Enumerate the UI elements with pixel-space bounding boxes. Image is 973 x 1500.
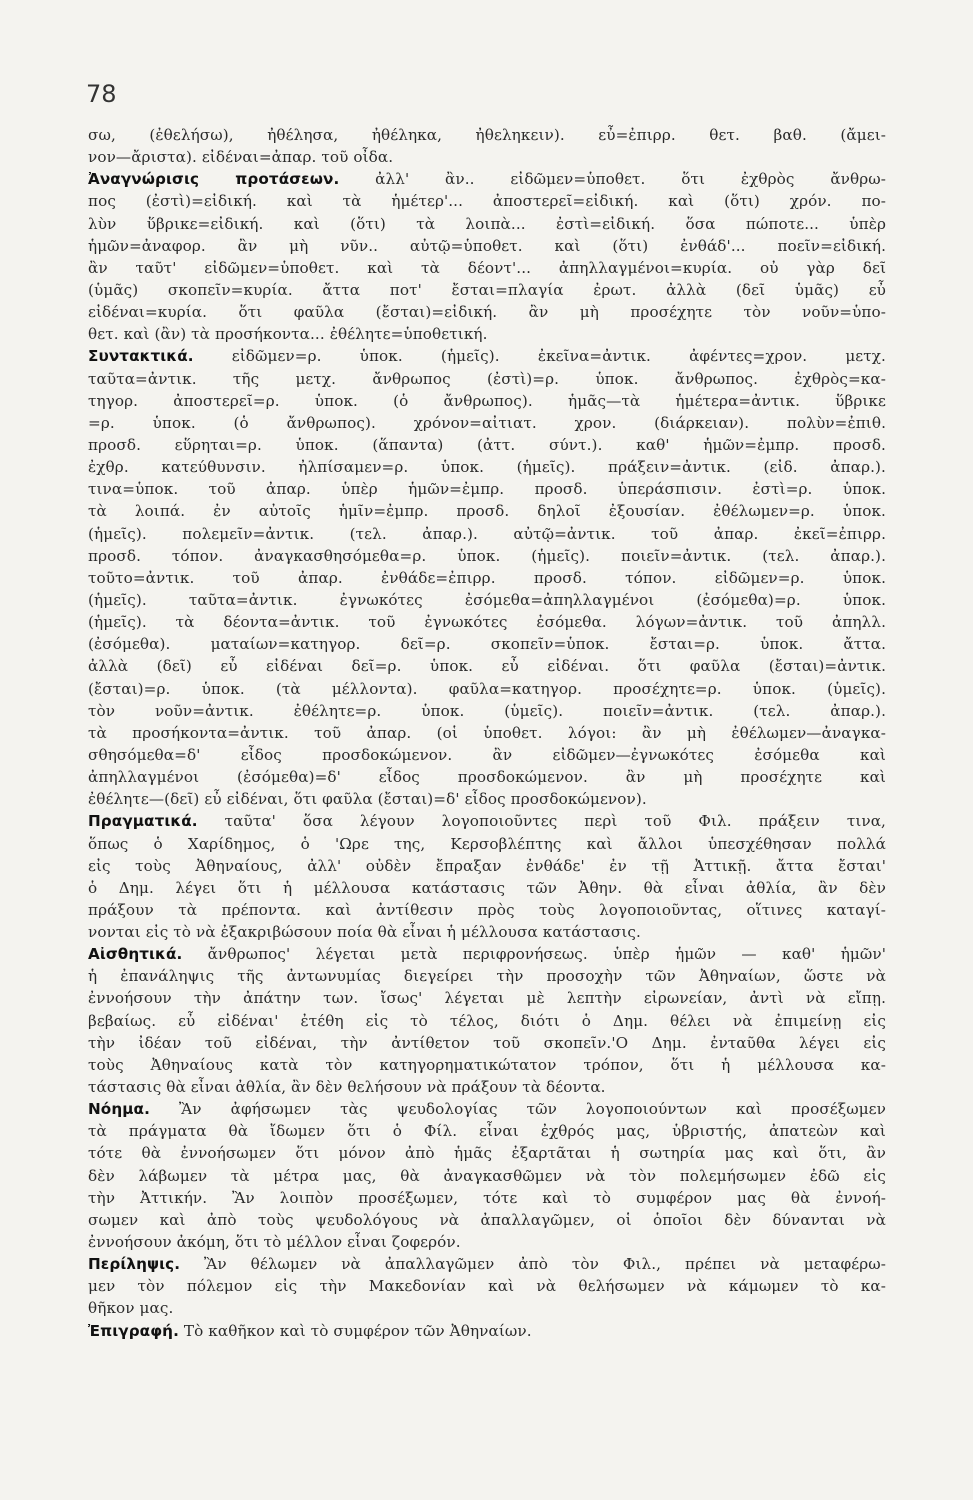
line-text: σωμεν καὶ ἀπὸ τοὺς ψευδολόγους νὰ ἀπαλλαγῶμεν, οἱ ὁποῖοι δὲν δύνανται νὰ: [88, 1210, 886, 1229]
line-text: ἐχθρ. κατεύθυνσιν. ἠλπίσαμεν=ρ. ὑποκ. (ἡμεῖς). πράξειν=ἀντικ. (εἰδ. ἀπαρ.).: [88, 458, 886, 477]
page-text: [88, 124, 886, 1342]
text-line: [88, 1098, 886, 1120]
line-text: ἀλλὰ (δεῖ) εὖ εἰδέναι δεῖ=ρ. ὑποκ. εὖ εἰδέναι. ὅτι φαῦλα (ἔσται)=ἀντικ.: [88, 657, 886, 676]
line-text: ἀπηλλαγμένοι (ἐσόμεθα)=δ' εἶδος προσδοκώμενον. ἂν μὴ προσέχητε καὶ: [88, 768, 886, 787]
text-line: [88, 810, 886, 832]
line-text: τὰ προσήκοντα=ἀντικ. τοῦ ἀπαρ. (οἱ ὑποθετ. λόγοι: ἂν μὴ ἐθέλωμεν—ἀναγκα-: [88, 723, 886, 742]
text-line: [88, 478, 886, 500]
line-text: (ἡμεῖς). πολεμεῖν=ἀντικ. (τελ. ἀπαρ.). αὐτῷ=ἀντικ. τοῦ ἀπαρ. ἐκεῖ=ἐπιρρ.: [88, 524, 886, 543]
text-line: [88, 589, 886, 611]
text-line: [88, 833, 886, 855]
line-text: πράξουν τὰ πρέποντα. καὶ ἀντίθεσιν πρὸς τοὺς λογοποιοῦντας, οἵτινες καταγί-: [88, 900, 886, 919]
text-line: [88, 1165, 886, 1187]
line-text: εἰδῶμεν=ρ. ὑποκ. (ἡμεῖς). ἐκεῖνα=ἀντικ. ἀφέντες=χρον. μετχ.: [193, 347, 886, 366]
line-text: ἡμῶν=ἀναφορ. ἂν μὴ νῦν.. αὐτῷ=ὑποθετ. καὶ (ὅτι) ἐνθάδ'... ποεῖν=εἰδική.: [88, 236, 886, 255]
line-text: Ἂν θέλωμεν νὰ ἀπαλλαγῶμεν ἀπὸ τὸν Φιλ., πρέπει νὰ μεταφέρω-: [180, 1255, 886, 1274]
text-line: [88, 1275, 886, 1297]
section-heading: Αἰσθητικά.: [88, 945, 183, 964]
line-text: ἐννοήσουν τὴν ἀπάτην των. ἴσως' λέγεται μὲ λεπτὴν εἰρωνείαν, ἀντὶ νὰ εἴπῃ.: [88, 989, 886, 1008]
line-text: τότε θὰ ἐννοήσωμεν ὅτι μόνον ἀπὸ ἡμᾶς ἐξαρτᾶται ἡ σωτηρία μας καὶ ὅτι, ἂν: [88, 1144, 886, 1163]
line-text: προσδ. εὕρηται=ρ. ὑποκ. (ἅπαντα) (ἀττ. σύντ.). καθ' ἡμῶν=ἐμπρ. προσδ.: [88, 435, 886, 454]
text-line: [88, 190, 886, 212]
line-text: ἡ ἐπανάληψις τῆς ἀντωνυμίας διεγείρει τὴν προσοχὴν τῶν Ἀθηναίων, ὥστε νὰ: [88, 967, 886, 986]
line-text: τὴν Ἀττικήν. Ἂν λοιπὸν προσέξωμεν, τότε καὶ τὸ συμφέρον μας θὰ ἐννοή-: [88, 1188, 886, 1207]
text-line: [88, 655, 886, 677]
text-line: [88, 1076, 886, 1098]
text-line: [88, 301, 886, 323]
line-text: πος (ἐστὶ)=εἰδική. καὶ τὰ ἡμέτερ'... ἀποστερεῖ=εἰδική. καὶ (ὅτι) χρόν. πο-: [88, 192, 886, 211]
line-text: τάστασις θὰ εἶναι ἀθλία, ἂν δὲν θελήσουν νὰ πράξουν τὰ δέοντα.: [88, 1078, 606, 1097]
line-text: (ἡμεῖς). τὰ δέοντα=ἀντικ. τοῦ ἐγνωκότες ἐσόμεθα. λόγων=ἀντικ. τοῦ ἀπηλλ.: [88, 613, 886, 632]
text-line: [88, 1253, 886, 1275]
line-text: ἄνθρωπος' λέγεται μετὰ περιφρονήσεως. ὑπὲρ ἡμῶν — καθ' ἡμῶν': [182, 945, 886, 964]
paragraph-intro: [88, 124, 886, 168]
line-text: Ἂν ἀφήσωμεν τὰς ψευδολογίας τῶν λογοποιούντων καὶ προσέξωμεν: [149, 1100, 886, 1119]
text-line: [88, 168, 886, 190]
text-line: [88, 345, 886, 367]
line-text: εἰδέναι=κυρία. ὅτι φαῦλα (ἔσται)=εἰδική. ἂν μὴ προσέχητε τὸν νοῦν=ὑπο-: [88, 303, 886, 322]
line-text: θετ. καὶ (ἂν) τὰ προσήκοντα... ἐθέλητε=ὑποθετική.: [88, 325, 488, 344]
line-text: μεν τὸν πόλεμον εἰς τὴν Μακεδονίαν καὶ νὰ θελήσωμεν νὰ κάμωμεν τὸ κα-: [88, 1277, 886, 1296]
paragraph-epigrafi: [88, 1320, 886, 1342]
line-text: νον—ἄριστα). εἰδέναι=ἀπαρ. τοῦ οἶδα.: [88, 148, 394, 167]
section-heading: Συντακτικά.: [88, 347, 194, 366]
text-line: [88, 390, 886, 412]
line-text: σθησόμεθα=δ' εἶδος προσδοκώμενον. ἂν εἰδῶμεν—ἐγνωκότες ἐσόμεθα καὶ: [88, 745, 886, 764]
text-line: [88, 611, 886, 633]
text-line: [88, 678, 886, 700]
text-line: [88, 412, 886, 434]
line-text: (ἐσόμεθα). ματαίων=κατηγορ. δεῖ=ρ. σκοπεῖν=ὑποκ. ἔσται=ρ. ὑποκ. ἄττα.: [88, 635, 886, 654]
text-line: [88, 877, 886, 899]
line-text: ταῦτα' ὅσα λέγουν λογοποιοῦντες περὶ τοῦ Φιλ. πράξειν τινα,: [197, 812, 886, 831]
line-text: Τὸ καθῆκον καὶ τὸ συμφέρον τῶν Ἀθηναίων.: [178, 1321, 532, 1340]
line-text: θῆκον μας.: [88, 1299, 174, 1318]
text-line: [88, 633, 886, 655]
line-text: προσδ. τόπον. ἀναγκασθησόμεθα=ρ. ὑποκ. (ἡμεῖς). ποιεῖν=ἀντικ. (τελ. ἀπαρ.).: [88, 546, 886, 565]
line-text: ἀλλ' ἂν.. εἰδῶμεν=ὑποθετ. ὅτι ἐχθρὸς ἄνθρω-: [339, 170, 886, 189]
text-line: [88, 523, 886, 545]
text-line: [88, 965, 886, 987]
section-heading: Ἀναγνώρισις προτάσεων.: [88, 170, 340, 189]
line-text: δὲν λάβωμεν τὰ μέτρα μας, θὰ ἀναγκασθῶμεν νὰ τὸν πολεμήσωμεν ἐδῶ εἰς: [88, 1166, 886, 1185]
text-line: [88, 124, 886, 146]
text-line: [88, 456, 886, 478]
text-line: [88, 1010, 886, 1032]
line-text: ἐννοήσουν ἀκόμη, ὅτι τὸ μέλλον εἶναι ζοφερόν.: [88, 1233, 461, 1252]
text-line: [88, 855, 886, 877]
line-text: εἰς τοὺς Ἀθηναίους, ἀλλ' οὐδὲν ἔπραξαν ἐνθάδε' ἐν τῇ Ἀττικῇ. ἄττα ἔσται': [88, 856, 886, 875]
text-line: [88, 1142, 886, 1164]
text-line: [88, 368, 886, 390]
text-line: [88, 766, 886, 788]
text-line: [88, 500, 886, 522]
text-line: [88, 987, 886, 1009]
line-text: τηγορ. ἀποστερεῖ=ρ. ὑποκ. (ὁ ἄνθρωπος). ἡμᾶς—τὰ ἡμέτερα=ἀντικ. ὕβρικε: [88, 391, 886, 410]
line-text: τινα=ὑποκ. τοῦ ἀπαρ. ὑπὲρ ἡμῶν=ἐμπρ. προσδ. ὑπεράσπισιν. ἐστὶ=ρ. ὑποκ.: [88, 480, 886, 499]
line-text: νονται εἰς τὸ νὰ ἐξακριβώσουν ποία θὰ εἶναι ἡ μέλλουσα κατάστασις.: [88, 923, 641, 942]
line-text: λὺν ὕβρικε=εἰδική. καὶ (ὅτι) τὰ λοιπὰ... ἐστὶ=εἰδική. ὅσα πώποτε... ὑπὲρ: [88, 214, 886, 233]
line-text: τοὺς Ἀθηναίους κατὰ τὸν κατηγορηματικώτατον τρόπον, ὅτι ἡ μέλλουσα κα-: [88, 1055, 886, 1074]
text-line: [88, 279, 886, 301]
line-text: βεβαίως. εὖ εἰδέναι' ἐτέθη εἰς τὸ τέλος, διότι ὁ Δημ. θέλει νὰ ἐπιμείνῃ εἰς: [88, 1011, 886, 1030]
line-text: ἂν ταῦτ' εἰδῶμεν=ὑποθετ. καὶ τὰ δέοντ'... ἀπηλλαγμένοι=κυρία. οὐ γὰρ δεῖ: [88, 258, 886, 277]
text-line: [88, 1209, 886, 1231]
text-line: [88, 700, 886, 722]
text-line: [88, 1032, 886, 1054]
section-heading: Νόημα.: [88, 1100, 150, 1119]
line-text: ὅπως ὁ Χαρίδημος, ὁ 'Ωρε της, Κερσοβλέπτης καὶ ἄλλοι ὑπεσχέθησαν πολλά: [88, 834, 886, 853]
text-line: [88, 257, 886, 279]
line-text: τὰ λοιπά. ἐν αὐτοῖς ἡμῖν=ἐμπρ. προσδ. δηλοῖ ἐξουσίαν. ἐθέλωμεν=ρ. ὑποκ.: [88, 502, 886, 521]
line-text: (ἔσται)=ρ. ὑποκ. (τὰ μέλλοντα). φαῦλα=κατηγορ. προσέχητε=ρ. ὑποκ. (ὑμεῖς).: [88, 679, 886, 698]
text-line: [88, 567, 886, 589]
line-text: τὰ πράγματα θὰ ἴδωμεν ὅτι ὁ Φίλ. εἶναι ἐχθρός μας, ὑβριστής, ἀπατεὼν καὶ: [88, 1122, 886, 1141]
text-line: [88, 1231, 886, 1253]
text-line: [88, 722, 886, 744]
text-line: [88, 323, 886, 345]
text-line: [88, 744, 886, 766]
paragraph-aisthitika: [88, 943, 886, 1098]
line-text: τοῦτο=ἀντικ. τοῦ ἀπαρ. ἐνθάδε=ἐπιρρ. προσδ. τόπον. εἰδῶμεν=ρ. ὑποκ.: [88, 568, 886, 587]
section-heading: Περίληψις.: [88, 1255, 181, 1274]
text-line: [88, 943, 886, 965]
text-line: [88, 1120, 886, 1142]
text-line: [88, 545, 886, 567]
paragraph-syntaktika: [88, 345, 886, 810]
text-line: [88, 1297, 886, 1319]
text-line: [88, 146, 886, 168]
text-line: [88, 899, 886, 921]
page-number: 78: [86, 80, 117, 108]
line-text: (ὑμᾶς) σκοπεῖν=κυρία. ἄττα ποτ' ἔσται=πλαγία ἐρωτ. ἀλλὰ (δεῖ ὑμᾶς) εὖ: [88, 280, 886, 299]
section-heading: Πραγματικά.: [88, 812, 198, 831]
text-line: [88, 788, 886, 810]
paragraph-perilipsis: [88, 1253, 886, 1319]
text-line: [88, 235, 886, 257]
line-text: =ρ. ὑποκ. (ὁ ἄνθρωπος). χρόνον=αἰτιατ. χρον. (διάρκειαν). πολὺν=ἐπιθ.: [88, 413, 886, 432]
paragraph-pragmatika: [88, 810, 886, 943]
text-line: [88, 1054, 886, 1076]
line-text: σω, (ἐθελήσω), ἠθέλησα, ἠθέληκα, ἠθεληκειν). εὖ=ἐπιρρ. θετ. βαθ. (ἄμει-: [88, 126, 886, 144]
line-text: ἐθέλητε—(δεῖ) εὖ εἰδέναι, ὅτι φαῦλα (ἔσται)=δ' εἶδος προσδοκώμενον).: [88, 790, 647, 809]
text-line: [88, 213, 886, 235]
line-text: (ἡμεῖς). ταῦτα=ἀντικ. ἐγνωκότες ἐσόμεθα=ἀπηλλαγμένοι (ἐσόμεθα)=ρ. ὑποκ.: [88, 590, 886, 609]
paragraph-anagnorisis: [88, 168, 886, 345]
line-text: τὴν ἰδέαν τοῦ εἰδέναι, τὴν ἀντίθετον τοῦ σκοπεῖν.'Ο Δημ. ἐνταῦθα λέγει εἰς: [88, 1033, 886, 1052]
text-line: [88, 1320, 886, 1342]
text-line: [88, 921, 886, 943]
text-line: [88, 434, 886, 456]
text-line: [88, 1187, 886, 1209]
line-text: τὸν νοῦν=ἀντικ. ἐθέλητε=ρ. ὑποκ. (ὑμεῖς). ποιεῖν=ἀντικ. (τελ. ἀπαρ.).: [88, 701, 886, 720]
section-heading: Ἐπιγραφή.: [88, 1321, 179, 1340]
paragraph-noima: [88, 1098, 886, 1253]
line-text: ταῦτα=ἀντικ. τῆς μετχ. ἄνθρωπος (ἐστὶ)=ρ. ὑποκ. ἄνθρωπος. ἐχθρὸς=κα-: [88, 369, 886, 388]
line-text: ὁ Δημ. λέγει ὅτι ἡ μέλλουσα κατάστασις τῶν Ἀθην. θὰ εἶναι ἀθλία, ἂν δὲν: [88, 878, 886, 897]
